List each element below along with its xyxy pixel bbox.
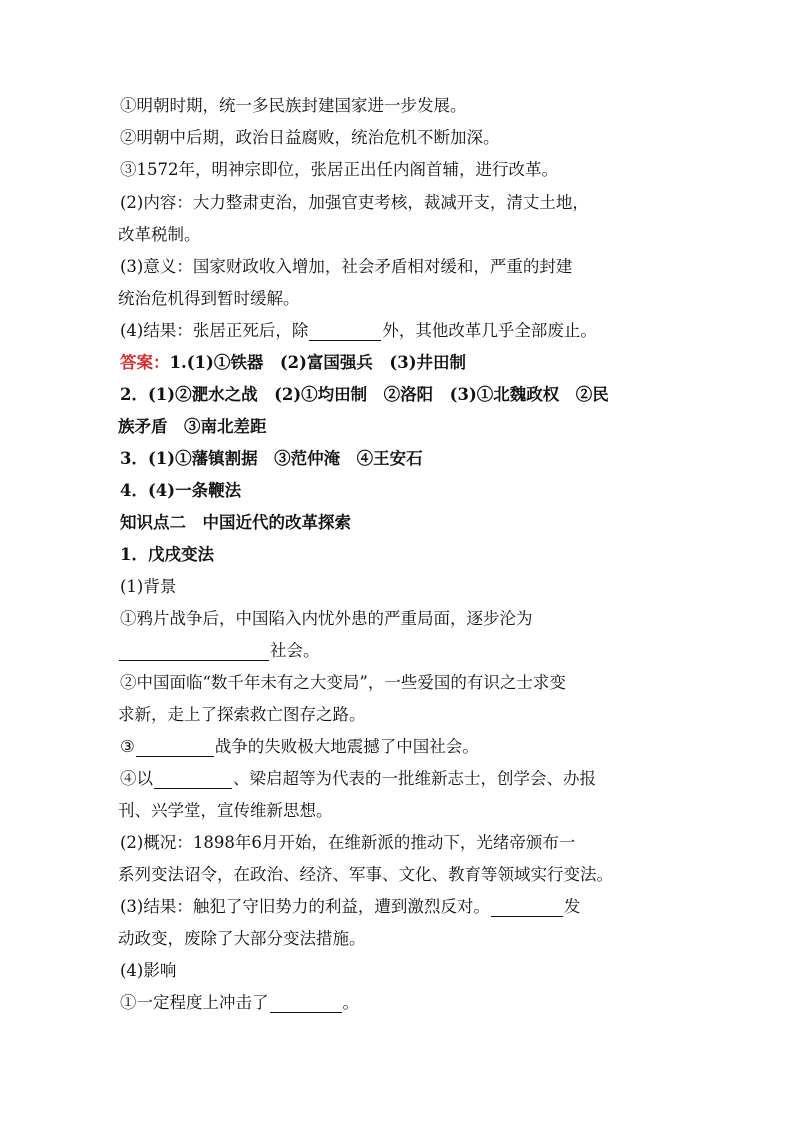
fill-blank: [270, 996, 342, 1013]
answer-line: 4．(4)一条鞭法: [120, 481, 242, 500]
text-line: ①明朝时期，统一多民族封建国家进一步发展。: [120, 96, 467, 115]
fill-blank: [154, 772, 232, 789]
fill-blank: [136, 740, 214, 757]
text-line: 刊、兴学堂，宣传维新思想。: [118, 801, 333, 820]
sub-heading: (4)影响: [120, 961, 177, 980]
fill-blank: [119, 644, 269, 661]
fill-blank: [491, 900, 563, 917]
answer-line: 答案：1.(1)①铁器 (2)富国强兵 (3)井田制: [120, 353, 467, 372]
text-line: ②中国面临“数千年未有之大变局”，一些爱国的有识之士求变: [120, 673, 566, 692]
text-line-with-blank: ①一定程度上冲击了 。: [120, 993, 359, 1012]
answer-line: 2．(1)②淝水之战 (2)①均田制 ②洛阳 (3)①北魏政权 ②民: [120, 385, 609, 404]
text-line: 动政变，废除了大部分变法措施。: [118, 929, 366, 948]
text-line-with-blank: ③ 战争的失败极大地震撼了中国社会。: [120, 737, 479, 756]
text-line: 统治危机得到暂时缓解。: [118, 289, 300, 308]
fill-blank: [309, 324, 381, 341]
text-line-with-blank: (3)结果：触犯了守旧势力的利益，遭到激烈反对。 发: [120, 897, 581, 916]
text-line: (2)内容：大力整肃吏治，加强官吏考核，裁减开支，清丈土地，: [120, 193, 589, 212]
sub-heading: (1)背景: [120, 577, 177, 596]
text-line-with-blank: ④以 、梁启超等为代表的一批维新志士，创学会、办报: [120, 769, 596, 788]
text-line-with-blank: 社会。: [118, 641, 320, 663]
section-heading: 知识点二 中国近代的改革探索: [120, 513, 351, 532]
text-line: ③1572年，明神宗即位，张居正出任内阁首辅，进行改革。: [120, 160, 558, 179]
text-line: 系列变法诏令，在政治、经济、军事、文化、教育等领域实行变法。: [118, 865, 613, 884]
sub-heading: 1．戊戌变法: [120, 545, 214, 564]
answer-label: 答案：: [120, 353, 170, 372]
text-line: (2)概况：1898年6月开始，在维新派的推动下，光绪帝颁布一: [120, 833, 576, 852]
answer-line: 3．(1)①藩镇割据 ③范仲淹 ④王安石: [120, 449, 423, 468]
text-line: 求新，走上了探索救亡图存之路。: [118, 705, 366, 724]
text-line: 改革税制。: [118, 225, 201, 244]
text-line: (3)意义：国家财政收入增加，社会矛盾相对缓和，严重的封建: [120, 257, 573, 276]
text-line-with-blank: (4)结果：张居正死后，除 外，其他改革几乎全部废止。: [120, 321, 597, 340]
text-line: ①鸦片战争后，中国陷入内忧外患的严重局面，逐步沦为: [120, 609, 533, 628]
answer-line: 族矛盾 ③南北差距: [118, 417, 267, 436]
text-line: ②明朝中后期，政治日益腐败，统治危机不断加深。: [120, 128, 500, 147]
